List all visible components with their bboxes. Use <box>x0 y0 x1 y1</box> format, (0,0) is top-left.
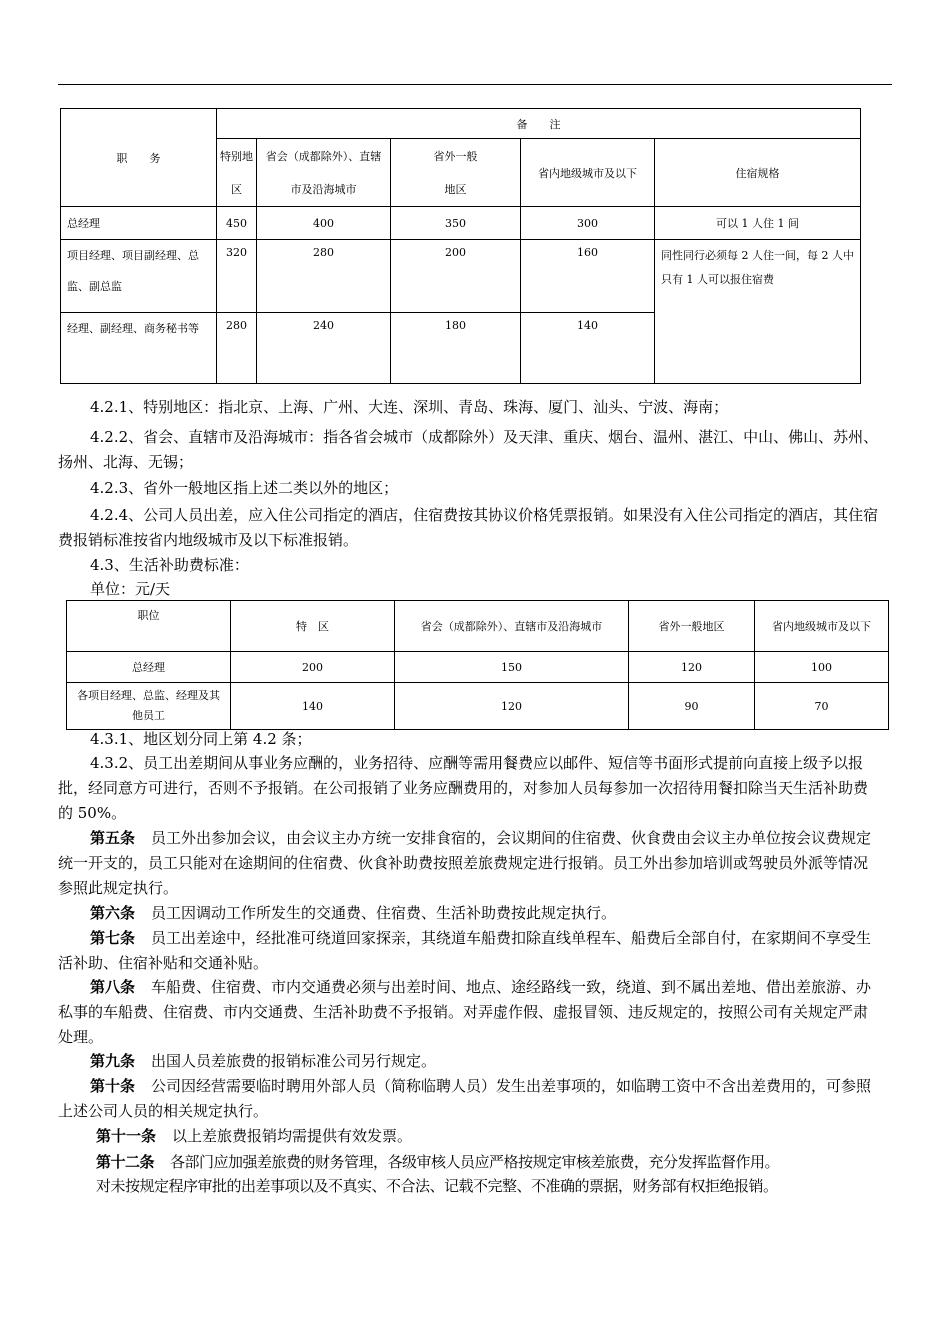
article-heading: 第六条 <box>90 904 136 922</box>
value-cell: 240 <box>257 313 391 384</box>
article-body: 车船费、住宿费、市内交通费必须与出差时间、地点、途经路线一致，绕道、到不属出差地、借出差旅游、办私事的车船费、住宿费、市内交通费、生活补助费不予报销。对弄虚作假、虚报冒领、违反规定的，按照公司有关规定严肃处理。 <box>58 978 872 1046</box>
value-cell: 180 <box>391 313 521 384</box>
value-cell: 450 <box>217 207 257 240</box>
article-heading: 第九条 <box>90 1052 136 1070</box>
col-capital-header: 省会（成都除外）、直辖市及沿海城市 <box>395 601 629 652</box>
article-body: 以上差旅费报销均需提供有效发票。 <box>172 1127 413 1145</box>
col-pos-header: 职位 <box>67 601 231 652</box>
value-cell: 140 <box>231 683 395 730</box>
article-7 <box>58 926 880 976</box>
col-special-header: 特别地区 <box>217 139 257 207</box>
article-body: 出国人员差旅费的报销标准公司另行规定。 <box>151 1052 437 1070</box>
article-heading: 第十二条 <box>96 1153 155 1171</box>
col-local-header: 省内地级城市及以下 <box>521 139 655 207</box>
article-body: 员工外出参加会议，由会议主办方统一安排食宿的，会议期间的住宿费、伙食费由会议主办单位按会议费规定统一开支的，员工只能对在途期间的住宿费、伙食补助费按照差旅费规定进行报销。员工外出参加培训或驾驶员外派等情况参照此规定执行。 <box>58 829 872 897</box>
article-heading: 第十一条 <box>96 1127 157 1145</box>
article-heading: 第五条 <box>90 829 136 847</box>
table-row <box>67 652 889 683</box>
table-row <box>61 207 861 240</box>
col-outer-header: 省外一般地区 <box>391 139 521 207</box>
para-4-2-2: 4.2.2、省会、直辖市及沿海城市：指各省会城市（成都除外）及天津、重庆、烟台、温州、湛江、中山、佛山、苏州、扬州、北海、无锡； <box>58 428 879 471</box>
article-9 <box>58 1049 880 1074</box>
value-cell: 120 <box>395 683 629 730</box>
col-special-header: 特 区 <box>231 601 395 652</box>
article-11 <box>96 1124 896 1149</box>
value-cell: 120 <box>629 652 755 683</box>
job-cell: 项目经理、项目副经理、总监、副总监 <box>61 240 217 313</box>
header-rule <box>58 84 892 85</box>
para-4-3-1: 4.3.1、地区划分同上第 4.2 条； <box>90 730 312 748</box>
article-5 <box>58 826 880 901</box>
para-4-2-4: 4.2.4、公司人员出差，应入住公司指定的酒店，住宿费按其协议价格凭票报销。如果没有入住公司指定的酒店，其住宿费报销标准按省内地级城市及以下标准报销。 <box>58 506 879 549</box>
unit-label: 单位：元/天 <box>90 580 171 598</box>
article-6 <box>58 901 880 926</box>
value-cell: 350 <box>391 207 521 240</box>
job-cell: 总经理 <box>61 207 217 240</box>
col-lodging-header: 住宿规格 <box>655 139 861 207</box>
value-cell: 200 <box>391 240 521 313</box>
value-cell: 90 <box>629 683 755 730</box>
para-4-3: 4.3、生活补助费标准： <box>90 556 249 574</box>
article-body: 员工出差途中，经批准可绕道回家探亲，其绕道车船费扣除直线单程车、船费后全部自付，在家期间不享受生活补助、住宿补贴和交通补贴。 <box>58 929 872 972</box>
value-cell: 160 <box>521 240 655 313</box>
value-cell: 140 <box>521 313 655 384</box>
col-outer-header: 省外一般地区 <box>629 601 755 652</box>
article-12-continued: 对未按规定程序审批的出差事项以及不真实、不合法、记载不完整、不准确的票据，财务部有权拒绝报销。 <box>96 1177 778 1195</box>
table-row <box>61 240 861 313</box>
article-12 <box>96 1150 896 1175</box>
value-cell: 320 <box>217 240 257 313</box>
value-cell: 280 <box>217 313 257 384</box>
lodging-cell: 可以 1 人住 1 间 <box>655 207 861 240</box>
col-local-header: 省内地级城市及以下 <box>755 601 889 652</box>
article-heading: 第七条 <box>90 929 136 947</box>
value-cell: 400 <box>257 207 391 240</box>
table-row <box>67 683 889 730</box>
allowance-table <box>66 600 889 730</box>
article-heading: 第十条 <box>90 1077 136 1095</box>
article-body: 各部门应加强差旅费的财务管理，各级审核人员应严格按规定审核差旅费，充分发挥监督作用。 <box>170 1153 780 1171</box>
pos-cell: 各项目经理、总监、经理及其他员工 <box>67 683 231 730</box>
value-cell: 150 <box>395 652 629 683</box>
para-4-2-1: 4.2.1、特别地区：指北京、上海、广州、大连、深圳、青岛、珠海、厦门、汕头、宁波、海南； <box>90 398 729 416</box>
col-capital-header: 省会（成都除外）、直辖市及沿海城市 <box>257 139 391 207</box>
col-note-header: 备 注 <box>217 109 861 139</box>
value-cell: 280 <box>257 240 391 313</box>
value-cell: 300 <box>521 207 655 240</box>
job-cell: 经理、副经理、商务秘书等 <box>61 313 217 384</box>
value-cell: 70 <box>755 683 889 730</box>
lodging-standard-table <box>60 108 861 384</box>
article-10 <box>58 1074 880 1124</box>
col-job-header: 职 务 <box>61 109 217 207</box>
article-8 <box>58 975 880 1050</box>
article-body: 公司因经营需要临时聘用外部人员（简称临聘人员）发生出差事项的，如临聘工资中不含出差费用的，可参照上述公司人员的相关规定执行。 <box>58 1077 872 1120</box>
lodging-cell: 同性同行必须每 2 人住一间，每 2 人中只有 1 人可以报住宿费 <box>655 240 861 384</box>
para-4-2-3: 4.2.3、省外一般地区指上述二类以外的地区； <box>90 479 399 497</box>
para-4-3-2: 4.3.2、员工出差期间从事业务应酬的，业务招待、应酬等需用餐费应以邮件、短信等书面形式提前向直接上级予以报批，经同意方可进行，否则不予报销。在公司报销了业务应酬费用的，对参加人员每参加一次招待用餐扣除当天生活补助费的 50%。 <box>58 754 869 822</box>
pos-cell: 总经理 <box>67 652 231 683</box>
article-body: 员工因调动工作所发生的交通费、住宿费、生活补助费按此规定执行。 <box>151 904 617 922</box>
article-heading: 第八条 <box>90 978 136 996</box>
value-cell: 200 <box>231 652 395 683</box>
value-cell: 100 <box>755 652 889 683</box>
